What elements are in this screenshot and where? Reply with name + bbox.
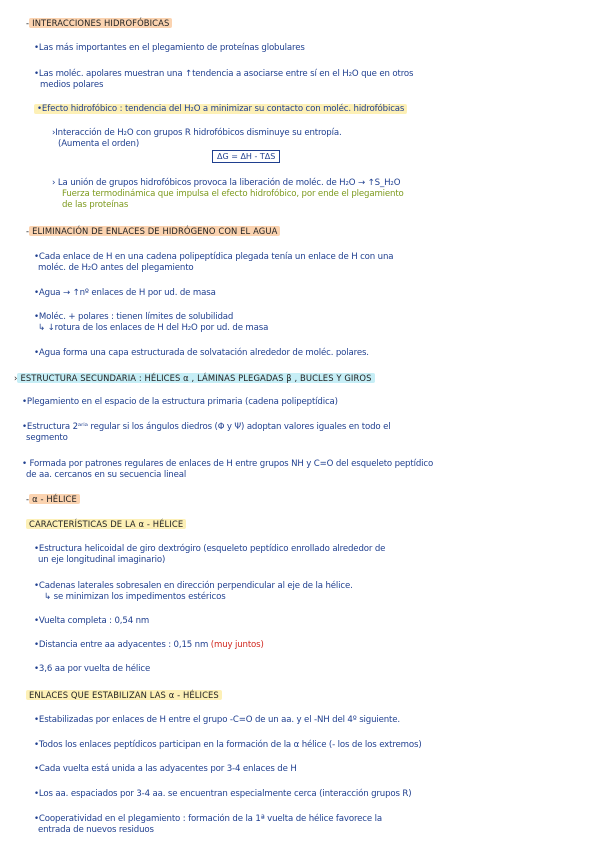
sub-bullet-text: › La unión de grupos hidrofóbicos provoca la liberación de moléc. de H₂O → ↑S_H₂O bbox=[52, 178, 401, 188]
bullet-text: de aa. cercanos en su secuencia lineal bbox=[26, 470, 187, 480]
green-note: Fuerza termodinámica que impulsa el efecto hidrofóbico, por ende el plegamiento bbox=[62, 189, 404, 199]
bullet-text: •3,6 aa por vuelta de hélice bbox=[34, 664, 151, 674]
bullet-text: •Estabilizadas por enlaces de H entre el grupo -C=O de un aa. y el -NH del 4º siguiente. bbox=[34, 715, 400, 725]
green-note: de las proteínas bbox=[62, 200, 129, 210]
section-title-secondary-structure: › ESTRUCTURA SECUNDARIA : HÉLICES α , LÁMINAS PLEGADAS β , BUCLES Y GIROS bbox=[14, 373, 375, 384]
red-note: (muy juntos) bbox=[210, 640, 264, 650]
bullet-text: •Moléc. + polares : tienen límites de solubilidad bbox=[34, 312, 234, 322]
bullet-text: moléc. de H₂O antes del plegamiento bbox=[38, 263, 194, 273]
bullet-text: •Plegamiento en el espacio de la estructura primaria (cadena polipeptídica) bbox=[22, 397, 338, 407]
bullet-text: un eje longitudinal imaginario) bbox=[38, 555, 166, 565]
bullet-text: •Cooperatividad en el plegamiento : formación de la 1ª vuelta de hélice favorece la bbox=[34, 814, 382, 824]
bullet-text: •Vuelta completa : 0,54 nm bbox=[34, 616, 150, 626]
bullet-text: ↳ ↓rotura de los enlaces de H del H₂O por ud. de masa bbox=[38, 323, 269, 333]
sub-bullet-text: ›Interacción de H₂O con grupos R hidrofóbicos disminuye su entropía. bbox=[52, 128, 342, 138]
bullet-text: •Distancia entre aa adyacentes : 0,15 nm (muy juntos) bbox=[34, 640, 264, 650]
bullet-text: medios polares bbox=[40, 80, 104, 90]
bullet-text: • Formada por patrones regulares de enlaces de H entre grupos NH y C=O del esqueleto peptídico bbox=[22, 459, 434, 469]
bullet-text: •Todos los enlaces peptídicos participan en la formación de la α hélice (- los de los extremos) bbox=[34, 740, 422, 750]
bullet-text: •Estructura 2ᵃʳⁱᵃ regular si los ángulos diedros (Φ y Ψ) adoptan valores iguales en todo el bbox=[22, 422, 391, 432]
bullet-text: •Cada enlace de H en una cadena polipeptídica plegada tenía un enlace de H con una bbox=[34, 252, 394, 262]
bullet-text: •Los aa. espaciados por 3-4 aa. se encuentran especialmente cerca (interacción grupos R) bbox=[34, 789, 412, 799]
gibbs-formula-box: ΔG = ΔH - TΔS bbox=[212, 150, 280, 163]
bullet-text: segmento bbox=[26, 433, 68, 443]
sub-bullet-text: (Aumenta el orden) bbox=[58, 139, 140, 149]
bullet-text: •Agua → ↑nº enlaces de H por ud. de masa bbox=[34, 288, 216, 298]
bullet-text: •Las más importantes en el plegamiento de proteínas globulares bbox=[34, 43, 305, 53]
subsection-title-stabilizing-bonds: ENLACES QUE ESTABILIZAN LAS α - HÉLICES bbox=[26, 690, 222, 701]
bullet-text: •Cadenas laterales sobresalen en dirección perpendicular al eje de la hélice. bbox=[34, 581, 353, 591]
section-title-hydrophobic: - INTERACCIONES HIDROFÓBICAS bbox=[26, 18, 172, 29]
bullet-text: •Agua forma una capa estructurada de solvatación alrededor de moléc. polares. bbox=[34, 348, 369, 358]
subsection-title-characteristics: CARACTERÍSTICAS DE LA α - HÉLICE bbox=[26, 519, 186, 530]
section-title-hbond: - ELIMINACIÓN DE ENLACES DE HIDRÓGENO CON EL AGUA bbox=[26, 226, 280, 237]
bullet-text: entrada de nuevos residuos bbox=[38, 825, 154, 835]
bullet-text: •Cada vuelta está unida a las adyacentes por 3-4 enlaces de H bbox=[34, 764, 297, 774]
highlighted-term: •Efecto hidrofóbico : tendencia del H₂O a minimizar su contacto con moléc. hidrofóbicas bbox=[34, 104, 407, 114]
bullet-text: •Las moléc. apolares muestran una ↑tendencia a asociarse entre sí en el H₂O que en otros bbox=[34, 69, 414, 79]
bullet-text: ↳ se minimizan los impedimentos estéricos bbox=[44, 592, 226, 602]
bullet-text: •Estructura helicoidal de giro dextrógiro (esqueleto peptídico enrollado alrededor de bbox=[34, 544, 386, 554]
section-title-alpha-helix: - α - HÉLICE bbox=[26, 494, 80, 505]
bullet-text bbox=[34, 104, 407, 115]
